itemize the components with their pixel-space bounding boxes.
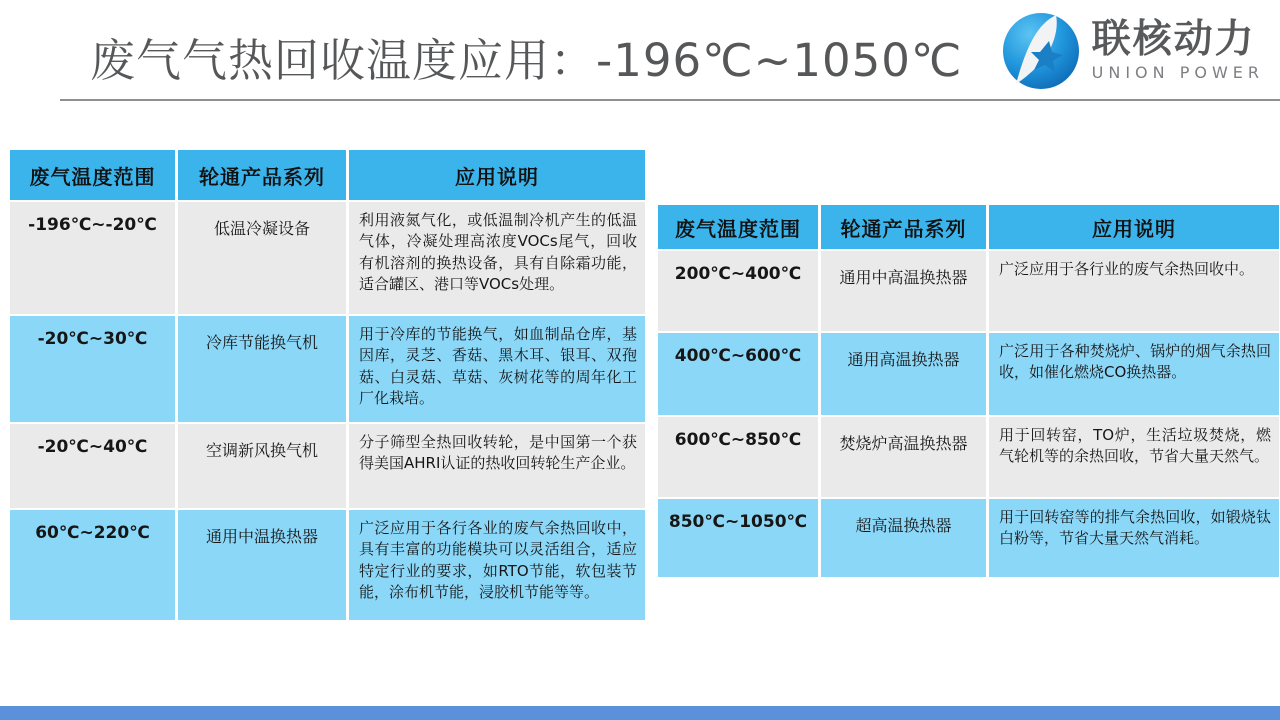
footer-accent-bar (0, 706, 1280, 720)
temp-range-cell: 60℃~220℃ (10, 510, 175, 620)
temp-range-cell: 400℃~600℃ (658, 333, 818, 415)
description-cell: 分子筛型全热回收转轮，是中国第一个获得美国AHRI认证的热收回转轮生产企业。 (349, 424, 645, 508)
description-cell: 广泛用于各种焚烧炉、锅炉的烟气余热回收，如催化燃烧CO换热器。 (989, 333, 1279, 415)
table-header-cell: 废气温度范围 (10, 150, 175, 200)
product-cell: 通用高温换热器 (821, 333, 986, 415)
description-cell: 用于冷库的节能换气，如血制品仓库，基因库，灵芝、香菇、黑木耳、银耳、双孢菇、白灵菇、草菇、灰树花等的周年化工厂化栽培。 (349, 316, 645, 422)
product-cell: 焚烧炉高温换热器 (821, 417, 986, 497)
product-cell: 超高温换热器 (821, 499, 986, 577)
description-cell: 用于回转窑，TO炉，生活垃圾焚烧，燃气轮机等的余热回收，节省大量天然气。 (989, 417, 1279, 497)
temp-range-cell: -196℃~-20℃ (10, 202, 175, 314)
table-header-cell: 轮通产品系列 (178, 150, 346, 200)
temp-range-cell: -20℃~30℃ (10, 316, 175, 422)
description-cell: 广泛应用于各行各业的废气余热回收中，具有丰富的功能模块可以灵活组合，适应特定行业的要求，如RTO节能，软包装节能，涂布机节能，浸胶机节能等等。 (349, 510, 645, 620)
company-logo (1000, 10, 1264, 92)
temp-range-cell: 850℃~1050℃ (658, 499, 818, 577)
page-title: 废气气热回收温度应用：-196℃~1050℃ (90, 34, 963, 87)
temp-range-cell: 600℃~850℃ (658, 417, 818, 497)
logo-subtitle: UNION POWER (1091, 63, 1264, 83)
product-cell: 通用中温换热器 (178, 510, 346, 620)
logo-name: 联核动力 (1091, 16, 1256, 62)
description-cell: 广泛应用于各行业的废气余热回收中。 (989, 251, 1279, 331)
table-header-cell: 应用说明 (989, 205, 1279, 249)
high-temp-table (658, 205, 1279, 577)
table-header-cell: 轮通产品系列 (821, 205, 986, 249)
temp-range-cell: 200℃~400℃ (658, 251, 818, 331)
description-cell: 用于回转窑等的排气余热回收，如锻烧钛白粉等，节省大量天然气消耗。 (989, 499, 1279, 577)
temp-range-cell: -20℃~40℃ (10, 424, 175, 508)
product-cell: 低温冷凝设备 (178, 202, 346, 314)
table-header-cell: 应用说明 (349, 150, 645, 200)
low-temp-table (10, 150, 645, 620)
product-cell: 空调新风换气机 (178, 424, 346, 508)
product-cell: 通用中高温换热器 (821, 251, 986, 331)
title-divider (60, 99, 1280, 101)
table-header-cell: 废气温度范围 (658, 205, 818, 249)
product-cell: 冷库节能换气机 (178, 316, 346, 422)
description-cell: 利用液氮气化，或低温制冷机产生的低温气体，冷凝处理高浓度VOCs尾气，回收有机溶剂的换热设备，具有自除霜功能，适合罐区、港口等VOCs处理。 (349, 202, 645, 314)
union-power-globe-icon (1000, 10, 1082, 92)
